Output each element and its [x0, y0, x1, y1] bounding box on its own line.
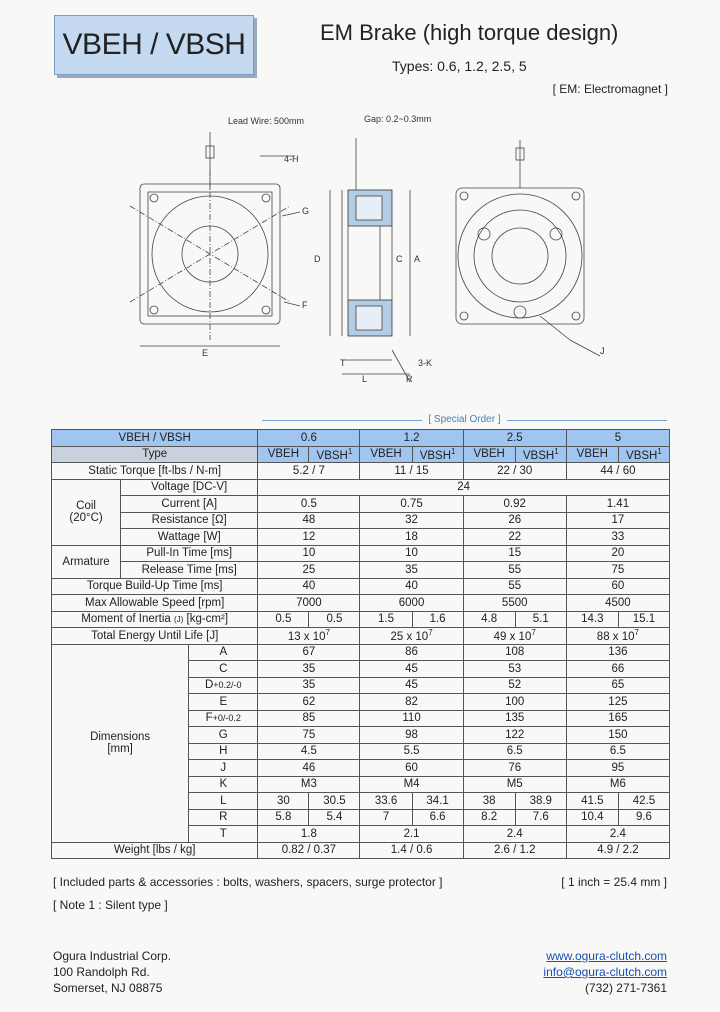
table-cell: 22 / 30 — [463, 463, 566, 480]
table-cell: 26 — [463, 512, 566, 529]
table-cell: 0.75 — [360, 496, 463, 513]
table-cell: R — [189, 809, 258, 826]
table-cell: 52 — [463, 677, 566, 694]
head-size: 2.5 — [463, 430, 566, 447]
table-row — [52, 578, 670, 595]
table-cell: 10 — [360, 545, 463, 562]
table-cell: 125 — [566, 694, 669, 711]
table-cell: 60 — [566, 578, 669, 595]
table-row — [52, 562, 670, 579]
type-vbsh: VBSH$^1$ — [618, 446, 669, 463]
special-order-label: [ Special Order ] — [428, 414, 501, 425]
table-row — [52, 842, 670, 859]
company-address — [53, 948, 171, 996]
table-cell: Release Time [ms] — [121, 562, 258, 579]
special-order-banner — [262, 414, 667, 425]
table-cell: 35 — [258, 677, 360, 694]
table-cell: 38.9 — [515, 793, 566, 810]
table-cell: 5.8 — [258, 809, 309, 826]
table-cell: 15 — [463, 545, 566, 562]
table-cell: 7 — [360, 809, 412, 826]
table-cell: 165 — [566, 710, 669, 727]
table-cell: 66 — [566, 661, 669, 678]
silent-type-note: [ Note 1 : Silent type ] — [53, 898, 168, 912]
table-cell: 1.6 — [412, 611, 463, 628]
table-cell: 75 — [566, 562, 669, 579]
page-title: EM Brake (high torque design) — [320, 20, 619, 45]
table-cell: 2.1 — [360, 826, 463, 843]
table-cell: 76 — [463, 760, 566, 777]
table-cell: C — [189, 661, 258, 678]
table-cell: 55 — [463, 562, 566, 579]
head-model: VBEH / VBSH — [52, 430, 258, 447]
label-h: 4-H — [284, 154, 299, 164]
table-cell: 5500 — [463, 595, 566, 612]
table-cell: 5.5 — [360, 743, 463, 760]
table-cell: 6000 — [360, 595, 463, 612]
website-link[interactable]: www.ogura-clutch.com — [546, 949, 667, 963]
table-cell: 35 — [258, 661, 360, 678]
label-e: E — [202, 348, 209, 358]
table-cell: 49 x $10^7$ — [463, 628, 566, 645]
table-cell: Total Energy Until Life [J] — [52, 628, 258, 645]
included-parts-note: [ Included parts & accessories : bolts, washers, spacers, surge protector ] — [53, 875, 443, 889]
table-cell: 1.4 / 0.6 — [360, 842, 463, 859]
label-g: G — [302, 206, 310, 216]
table-cell: G — [189, 727, 258, 744]
label-l: L — [362, 374, 368, 384]
head-size: 0.6 — [258, 430, 360, 447]
label-k: 3-K — [418, 358, 433, 368]
table-cell: 24 — [258, 479, 670, 496]
table-cell: 46 — [258, 760, 360, 777]
table-cell: 13 x $10^7$ — [258, 628, 360, 645]
company-name: Ogura Industrial Corp. — [53, 949, 172, 963]
table-row — [52, 628, 670, 645]
table-cell: 44 / 60 — [566, 463, 669, 480]
table-cell: 5.4 — [309, 809, 360, 826]
table-cell: 22 — [463, 529, 566, 546]
label-gap: Gap: 0.2~0.3mm — [364, 114, 432, 124]
table-cell: Current [A] — [121, 496, 258, 513]
table-cell: 30 — [258, 793, 309, 810]
table-cell: L — [189, 793, 258, 810]
table-cell: 1.41 — [566, 496, 669, 513]
head-size: 1.2 — [360, 430, 463, 447]
coil-label: Coil (20°C) — [52, 479, 121, 545]
table-cell: 75 — [258, 727, 360, 744]
table-cell: 25 x $10^7$ — [360, 628, 463, 645]
table-cell: 30.5 — [309, 793, 360, 810]
armature-label: Armature — [52, 545, 121, 578]
table-cell: 20 — [566, 545, 669, 562]
label-lead-wire: Lead Wire: 500mm — [228, 116, 305, 126]
table-cell: 10.4 — [566, 809, 618, 826]
table-cell: 62 — [258, 694, 360, 711]
table-cell: D+0.2/-0 — [189, 677, 258, 694]
table-cell: 10 — [258, 545, 360, 562]
table-cell: 2.4 — [463, 826, 566, 843]
table-cell: 60 — [360, 760, 463, 777]
table-cell: 0.82 / 0.37 — [258, 842, 360, 859]
table-cell: 40 — [360, 578, 463, 595]
table-cell: 1.5 — [360, 611, 412, 628]
label-j: J — [600, 346, 605, 356]
table-cell: 1.8 — [258, 826, 360, 843]
table-cell: 150 — [566, 727, 669, 744]
technical-drawing — [100, 110, 620, 400]
table-row — [52, 644, 670, 661]
table-row — [52, 545, 670, 562]
table-cell: 6.5 — [463, 743, 566, 760]
table-cell: 9.6 — [618, 809, 669, 826]
type-vbsh: VBSH$^1$ — [515, 446, 566, 463]
table-cell: 98 — [360, 727, 463, 744]
table-cell: 0.5 — [258, 496, 360, 513]
table-cell: E — [189, 694, 258, 711]
table-row — [52, 430, 670, 447]
table-cell: 6.5 — [566, 743, 669, 760]
table-cell: 6.6 — [412, 809, 463, 826]
table-row — [52, 479, 670, 496]
label-a: A — [414, 254, 421, 264]
types-line: Types: 0.6, 1.2, 2.5, 5 — [392, 58, 527, 74]
table-cell: 122 — [463, 727, 566, 744]
email-link[interactable]: info@ogura-clutch.com — [543, 965, 667, 979]
inertia-label: Moment of Inertia (J) [kg-cm²] — [52, 611, 258, 628]
table-cell: 7.6 — [515, 809, 566, 826]
table-row — [52, 595, 670, 612]
table-row — [52, 512, 670, 529]
table-cell: 18 — [360, 529, 463, 546]
table-cell: 34.1 — [412, 793, 463, 810]
table-row — [52, 463, 670, 480]
table-cell: 82 — [360, 694, 463, 711]
table-cell: 5.1 — [515, 611, 566, 628]
table-cell: H — [189, 743, 258, 760]
table-cell: 85 — [258, 710, 360, 727]
table-cell: 45 — [360, 661, 463, 678]
type-label: Type — [52, 446, 258, 463]
table-cell: 38 — [463, 793, 515, 810]
table-cell: 4.5 — [258, 743, 360, 760]
type-vbeh: VBEH — [463, 446, 515, 463]
table-cell: 4.9 / 2.2 — [566, 842, 669, 859]
phone: (732) 271-7361 — [584, 981, 667, 995]
label-r: R — [406, 374, 413, 384]
table-cell: 32 — [360, 512, 463, 529]
table-cell: Torque Build-Up Time [ms] — [52, 578, 258, 595]
table-cell: 100 — [463, 694, 566, 711]
table-cell: 33.6 — [360, 793, 412, 810]
table-cell: M4 — [360, 776, 463, 793]
company-contact — [543, 948, 667, 996]
table-cell: 53 — [463, 661, 566, 678]
table-cell: 95 — [566, 760, 669, 777]
table-cell: Wattage [W] — [121, 529, 258, 546]
table-cell: 14.3 — [566, 611, 618, 628]
type-vbsh: VBSH$^1$ — [309, 446, 360, 463]
label-t: T — [340, 358, 346, 368]
table-cell: 2.4 — [566, 826, 669, 843]
type-vbeh: VBEH — [566, 446, 618, 463]
table-cell: Resistance [Ω] — [121, 512, 258, 529]
city: Somerset, NJ 08875 — [53, 981, 163, 995]
table-cell: 7000 — [258, 595, 360, 612]
table-cell: 4.8 — [463, 611, 515, 628]
street: 100 Randolph Rd. — [53, 965, 150, 979]
label-d: D — [314, 254, 321, 264]
type-vbeh: VBEH — [360, 446, 412, 463]
label-c: C — [396, 254, 403, 264]
table-cell: 11 / 15 — [360, 463, 463, 480]
dims-label: Dimensions [mm] — [52, 644, 189, 842]
spec-table — [51, 429, 670, 859]
table-cell: 0.92 — [463, 496, 566, 513]
label-f: F — [302, 300, 308, 310]
model-title-box — [54, 15, 254, 75]
table-cell: 0.5 — [258, 611, 309, 628]
table-cell: 45 — [360, 677, 463, 694]
table-cell: A — [189, 644, 258, 661]
table-cell: M6 — [566, 776, 669, 793]
table-cell: 42.5 — [618, 793, 669, 810]
table-cell: 17 — [566, 512, 669, 529]
table-cell: 12 — [258, 529, 360, 546]
table-cell: Max Allowable Speed [rpm] — [52, 595, 258, 612]
table-cell: T — [189, 826, 258, 843]
table-cell: J — [189, 760, 258, 777]
static-torque-label: Static Torque [ft-lbs / N-m] — [52, 463, 258, 480]
table-cell: 67 — [258, 644, 360, 661]
table-cell: 35 — [360, 562, 463, 579]
table-cell: 4500 — [566, 595, 669, 612]
table-cell: 41.5 — [566, 793, 618, 810]
type-vbeh: VBEH — [258, 446, 309, 463]
table-cell: M5 — [463, 776, 566, 793]
table-cell: 88 x $10^7$ — [566, 628, 669, 645]
em-note: [ EM: Electromagnet ] — [552, 82, 668, 96]
table-cell: 0.5 — [309, 611, 360, 628]
table-cell: 5.2 / 7 — [258, 463, 360, 480]
table-cell: Voltage [DC-V] — [121, 479, 258, 496]
table-cell: 136 — [566, 644, 669, 661]
table-cell: 110 — [360, 710, 463, 727]
table-cell: 33 — [566, 529, 669, 546]
inch-conversion: [ 1 inch = 25.4 mm ] — [561, 875, 667, 889]
table-cell: Pull-In Time [ms] — [121, 545, 258, 562]
head-size: 5 — [566, 430, 669, 447]
table-cell: 55 — [463, 578, 566, 595]
table-cell: 15.1 — [618, 611, 669, 628]
model-title: VBEH / VBSH — [62, 28, 246, 61]
table-row — [52, 446, 670, 463]
type-vbsh: VBSH$^1$ — [412, 446, 463, 463]
table-cell: 8.2 — [463, 809, 515, 826]
table-row — [52, 496, 670, 513]
table-cell: F+0/-0.2 — [189, 710, 258, 727]
table-row — [52, 529, 670, 546]
table-cell: 135 — [463, 710, 566, 727]
table-cell: 65 — [566, 677, 669, 694]
table-cell: 108 — [463, 644, 566, 661]
table-cell: M3 — [258, 776, 360, 793]
table-cell: 25 — [258, 562, 360, 579]
table-cell: 40 — [258, 578, 360, 595]
table-cell: Weight [lbs / kg] — [52, 842, 258, 859]
table-cell: 2.6 / 1.2 — [463, 842, 566, 859]
table-cell: 48 — [258, 512, 360, 529]
table-cell: K — [189, 776, 258, 793]
table-row — [52, 611, 670, 628]
table-cell: 86 — [360, 644, 463, 661]
